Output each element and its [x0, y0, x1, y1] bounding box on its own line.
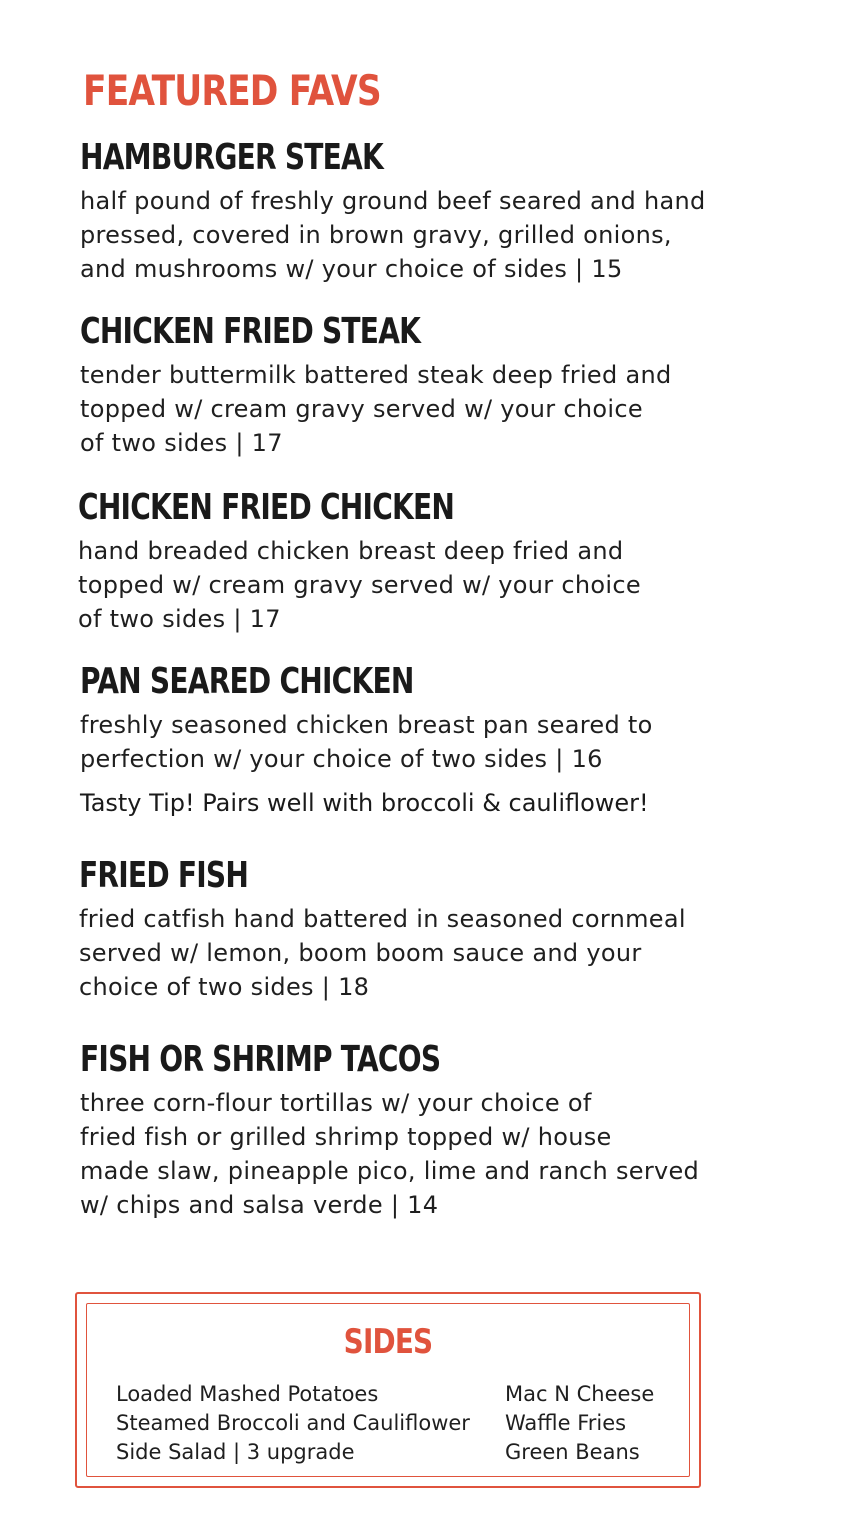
sides-title: SIDES [343, 1322, 433, 1362]
menu-item-chicken-fried-steak [80, 312, 780, 460]
menu-item-fish-or-shrimp-tacos [80, 1040, 780, 1222]
item-name: PAN SEARED CHICKEN [80, 661, 414, 702]
side-item: Steamed Broccoli and Cauliflower [116, 1411, 470, 1435]
menu-item-pan-seared-chicken [80, 662, 780, 818]
sides-list-right [505, 1380, 654, 1467]
item-name: CHICKEN FRIED CHICKEN [78, 487, 455, 528]
side-item: Mac N Cheese [505, 1382, 655, 1406]
side-item: Loaded Mashed Potatoes [116, 1382, 379, 1406]
menu-item-hamburger-steak [80, 138, 780, 286]
tasty-tip: Tasty Tip! Pairs well with broccoli & cauliflower! [80, 789, 649, 817]
item-description: tender buttermilk battered steak deep fried and topped w/ cream gravy served w/ your choice of two sides | 17 [80, 361, 672, 457]
item-description: three corn-flour tortillas w/ your choice of fried fish or grilled shrimp topped w/ house made slaw, pineapple pico, lime and ranch served w/ chips and salsa verde | 14 [80, 1089, 700, 1219]
menu-item-fried-fish [79, 856, 779, 1004]
item-name: CHICKEN FRIED STEAK [80, 311, 421, 352]
item-name: FISH OR SHRIMP TACOS [80, 1039, 441, 1080]
item-description: hand breaded chicken breast deep fried and topped w/ cream gravy served w/ your choice of two sides | 17 [78, 537, 641, 633]
item-description: fried catfish hand battered in seasoned cornmeal served w/ lemon, boom boom sauce and your choice of two sides | 18 [79, 905, 686, 1001]
side-item: Side Salad | 3 upgrade [116, 1440, 355, 1464]
sides-list-left [116, 1380, 470, 1467]
side-item: Waffle Fries [505, 1411, 627, 1435]
item-description: freshly seasoned chicken breast pan seared to perfection w/ your choice of two sides | 16 [80, 711, 653, 773]
sides-inner-border [86, 1303, 690, 1477]
item-description: half pound of freshly ground beef seared and hand pressed, covered in brown gravy, grilled onions, and mushrooms w/ your choice of sides | 15 [80, 187, 706, 283]
item-name: FRIED FISH [79, 855, 249, 896]
item-name: HAMBURGER STEAK [80, 137, 383, 178]
menu-item-chicken-fried-chicken [78, 488, 778, 636]
section-title: FEATURED FAVS [83, 66, 381, 115]
sides-box [75, 1292, 701, 1488]
side-item: Green Beans [505, 1440, 640, 1464]
